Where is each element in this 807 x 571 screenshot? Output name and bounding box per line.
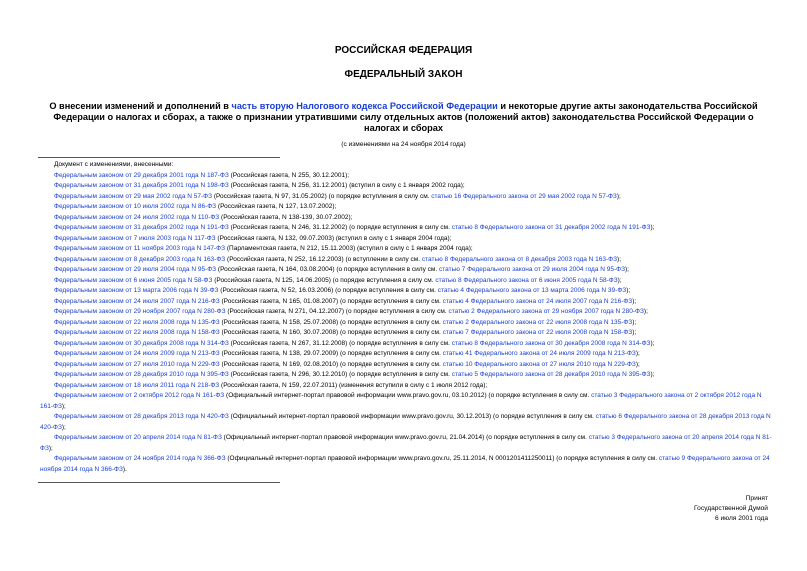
- amendment-law-link[interactable]: Федеральным законом от 24 ноября 2014 года N 366-ФЗ: [54, 455, 226, 462]
- revision-note: (с изменениями на 24 ноября 2014 года): [341, 141, 466, 148]
- heading-post: и некоторые другие акты законодательства Российской Федерации о налогах и сборах, а также о признании утратившими силу отдельных актов (положений актов) законодательства Российской Федерации о налогах и сборах: [53, 101, 758, 134]
- amendment-article-link[interactable]: статью 5 Федерального закона от 28 декабря 2010 года N 395-ФЗ: [451, 371, 651, 378]
- amendment-item: [40, 360, 772, 371]
- amendment-article-link[interactable]: статью 8 Федерального закона от 31 декабря 2002 года N 191-ФЗ: [451, 224, 651, 231]
- amendment-law-link[interactable]: Федеральным законом от 11 ноября 2003 года N 147-ФЗ: [54, 245, 226, 252]
- amendment-law-link[interactable]: Федеральным законом от 29 декабря 2001 года N 187-ФЗ: [54, 171, 229, 179]
- heading-pre: О внесении изменений и дополнений в: [49, 101, 232, 111]
- amendment-source: (Российская газета, N 165, 01.08.2007) (о порядке вступления в силу см.: [219, 297, 443, 305]
- amendment-law-link[interactable]: Федеральным законом от 18 июля 2011 года N 218-ФЗ: [54, 381, 220, 389]
- amendment-law-link[interactable]: Федеральным законом от 22 июля 2008 года N 158-ФЗ: [54, 329, 220, 336]
- amendment-article-link[interactable]: статью 2 Федерального закона от 29 ноября 2007 года N 280-ФЗ: [448, 308, 644, 315]
- amendment-source: (Официальный интернет-портал правовой информации www.pravo.gov.ru, 30.12.2013) (о порядке вступления в силу см.: [228, 413, 596, 420]
- amendment-item: [40, 192, 772, 203]
- amendment-tail: );: [650, 371, 655, 378]
- amendment-item: [40, 213, 772, 224]
- amendment-tail: );: [632, 318, 637, 326]
- accepted-date: 6 июля 2001 года: [714, 515, 768, 523]
- top-divider: [38, 157, 280, 158]
- amendment-tail: );: [617, 255, 622, 263]
- amendment-article-link[interactable]: статью 4 Федерального закона от 13 марта 2006 года N 39-ФЗ: [437, 287, 627, 294]
- amendment-item: [40, 223, 772, 234]
- amendment-law-link[interactable]: Федеральным законом от 29 июля 2004 года N 95-ФЗ: [54, 266, 217, 273]
- amendment-item: [40, 328, 772, 339]
- amendment-source: (Российская газета, N 246, 31.12.2002) (о порядке вступления в силу см.: [228, 224, 452, 231]
- amendment-source: (Российская газета, N 97, 31.05.2002) (о порядке вступления в силу см.: [212, 192, 432, 200]
- amendment-article-link[interactable]: статью 8 Федерального закона от 6 июня 2005 года N 58-ФЗ: [435, 276, 618, 284]
- amendment-tail: );: [61, 402, 66, 410]
- amendment-law-link[interactable]: Федеральным законом от 6 июня 2005 года N 58-ФЗ: [54, 276, 213, 284]
- amendment-item: [40, 181, 772, 192]
- amendment-article-link[interactable]: статью 9 Федерального закона от 24 ноября 2014 года N 366-ФЗ: [40, 455, 770, 473]
- amendment-tail: );: [626, 287, 631, 294]
- amendment-tail: );: [650, 224, 655, 231]
- amendment-law-link[interactable]: Федеральным законом от 31 декабря 2001 года N 198-ФЗ: [54, 182, 229, 189]
- amendment-source: (Парламентская газета, N 212, 15.11.2003) (вступил в силу с 1 января 2004 года);: [225, 245, 473, 252]
- amendment-article-link[interactable]: статью 3 Федерального закона от 20 апреля 2014 года N 81-ФЗ: [40, 434, 772, 452]
- amendment-source: (Российская газета, N 164, 03.08.2004) (о порядке вступления в силу см.: [216, 266, 439, 273]
- amendment-article-link[interactable]: статью 7 Федерального закона от 22 июля 2008 года N 158-ФЗ: [442, 329, 633, 336]
- amendment-source: (Российская газета, N 160, 30.07.2008) (о порядке вступления в силу см.: [219, 329, 443, 336]
- amendment-tail: );: [635, 350, 640, 357]
- amendment-article-link[interactable]: статью 8 Федерального закона от 8 декабря 2003 года N 163-ФЗ: [421, 255, 618, 263]
- amendment-law-link[interactable]: Федеральным законом от 2 октября 2012 года N 161-ФЗ: [54, 392, 225, 399]
- amendment-item: [40, 318, 772, 329]
- amendment-tail: );: [625, 266, 629, 273]
- amendment-item: [40, 265, 772, 276]
- amendment-source: (Российская газета, N 267, 31.12.2008) (о порядке вступления в силу см.: [228, 339, 452, 347]
- amendment-law-link[interactable]: Федеральным законом от 30 декабря 2008 года N 314-ФЗ: [54, 339, 229, 347]
- amendment-item: [40, 370, 772, 381]
- amendment-article-link[interactable]: статью 3 Федерального закона от 2 октября 2012 года N 161-ФЗ: [40, 392, 762, 410]
- amendment-law-link[interactable]: Федеральным законом от 24 июля 2007 года N 216-ФЗ: [54, 297, 220, 305]
- amendment-article-link[interactable]: статью 4 Федерального закона от 24 июля 2007 года N 216-ФЗ: [442, 297, 633, 305]
- amendment-item: [40, 276, 772, 287]
- amendment-article-link[interactable]: статью 6 Федерального закона от 28 декабря 2013 года N 420-ФЗ: [40, 413, 771, 431]
- amendments-intro: Документ с изменениями, внесенными:: [54, 161, 174, 168]
- amendment-source: (Российская газета, N 138-139, 30.07.2002);: [219, 213, 353, 221]
- amendment-source: (Российская газета, N 252, 16.12.2003) (о вступлении в силу см.: [225, 255, 422, 263]
- amendment-item: [40, 381, 772, 392]
- amendment-item: [40, 202, 772, 213]
- amendment-item: [40, 454, 772, 475]
- accepted-label: Принят: [745, 495, 768, 502]
- amendment-article-link[interactable]: статью 2 Федерального закона от 22 июля 2008 года N 135-ФЗ: [442, 318, 633, 326]
- accepted-by: Государственной Думой: [694, 505, 768, 513]
- amendment-tail: );: [643, 308, 648, 315]
- document-heading: [36, 101, 771, 135]
- amendment-source: (Российская газета, N 271, 04.12.2007) (о порядке вступления в силу см.: [225, 308, 449, 315]
- amendment-source: (Российская газета, N 138, 29.07.2009) (о порядке вступления в силу см.: [219, 350, 443, 357]
- amendment-item: [40, 391, 772, 412]
- amendment-law-link[interactable]: Федеральным законом от 22 июля 2008 года N 135-ФЗ: [54, 318, 220, 326]
- amendment-source: (Официальный интернет-портал правовой информации www.pravo.gov.ru, 03.10.2012) (о порядке вступления в силу см.: [224, 392, 592, 399]
- amendment-tail: );: [632, 297, 637, 305]
- tax-code-link[interactable]: часть вторую Налогового кодекса Российской Федерации: [231, 101, 498, 111]
- amendment-tail: );: [616, 192, 621, 200]
- document-country: РОССИЙСКАЯ ФЕДЕРАЦИЯ: [334, 45, 473, 56]
- amendment-law-link[interactable]: Федеральным законом от 24 июля 2002 года N 110-ФЗ: [54, 213, 220, 221]
- amendment-source: (Российская газета, N 132, 09.07.2003) (вступил в силу с 1 января 2004 года);: [215, 234, 452, 242]
- amendment-law-link[interactable]: Федеральным законом от 29 ноября 2007 года N 280-ФЗ: [54, 308, 226, 315]
- amendment-law-link[interactable]: Федеральным законом от 7 июля 2003 года N 117-ФЗ: [54, 234, 216, 242]
- amendment-source: (Российская газета, N 255, 30.12.2001);: [228, 171, 350, 179]
- bottom-divider: [38, 482, 280, 483]
- amendment-law-link[interactable]: Федеральным законом от 10 июля 2002 года N 86-ФЗ: [54, 203, 217, 210]
- amendment-law-link[interactable]: Федеральным законом от 28 декабря 2013 года N 420-ФЗ: [54, 413, 229, 420]
- amendment-law-link[interactable]: Федеральным законом от 8 декабря 2003 года N 163-ФЗ: [54, 255, 226, 263]
- amendment-tail: );: [617, 276, 622, 284]
- amendment-article-link[interactable]: статью 41 Федерального закона от 24 июля 2009 года N 213-ФЗ: [442, 350, 636, 357]
- amendment-tail: );: [635, 360, 640, 368]
- amendment-law-link[interactable]: Федеральным законом от 20 апреля 2014 года N 81-ФЗ: [54, 434, 222, 441]
- amendment-source: (Российская газета, N 256, 31.12.2001) (вступил в силу с 1 января 2002 года);: [228, 182, 465, 189]
- amendment-source: (Российская газета, N 296, 30.12.2010) (о порядке вступления в силу см.: [228, 371, 452, 378]
- amendment-source: (Российская газета, N 52, 16.03.2006) (о порядке вступления в силу см.: [218, 287, 438, 294]
- amendment-article-link[interactable]: статью 8 Федерального закона от 30 декабря 2008 года N 314-ФЗ: [451, 339, 651, 347]
- amendment-source: (Официальный интернет-портал правовой информации www.pravo.gov.ru, 25.11.2014, N 0001201411250011) (о порядке вступления в силу см.: [225, 455, 659, 462]
- amendment-law-link[interactable]: Федеральным законом от 28 декабря 2010 года N 395-ФЗ: [54, 371, 229, 378]
- amendment-item: [40, 307, 772, 318]
- amendment-source: (Официальный интернет-портал правовой информации www.pravo.gov.ru, 21.04.2014) (о порядке вступления в силу см.: [221, 434, 589, 441]
- amendment-item: [40, 255, 772, 266]
- amendment-item: [40, 286, 772, 297]
- amendment-item: [40, 171, 772, 182]
- amendment-item: [40, 349, 772, 360]
- amendment-source: (Российская газета, N 125, 14.06.2005) (о порядке вступления в силу см.: [212, 276, 436, 284]
- amendment-item: [40, 244, 772, 255]
- amendment-article-link[interactable]: статью 7 Федерального закона от 29 июля 2004 года N 95-ФЗ: [438, 266, 626, 273]
- amendment-source: (Российская газета, N 127, 13.07.2002);: [216, 203, 337, 210]
- amendment-tail: );: [61, 423, 66, 431]
- amendment-law-link[interactable]: Федеральным законом от 27 июля 2010 года N 229-ФЗ: [54, 360, 220, 368]
- amendment-tail: );: [48, 444, 53, 452]
- amendment-item: [40, 412, 772, 433]
- amendment-law-link[interactable]: Федеральным законом от 13 марта 2006 года N 39-ФЗ: [54, 287, 219, 294]
- amendment-law-link[interactable]: Федеральным законом от 24 июля 2009 года N 213-ФЗ: [54, 350, 220, 357]
- amendment-article-link[interactable]: статью 16 Федерального закона от 29 мая 2002 года N 57-ФЗ: [431, 192, 617, 200]
- amendment-article-link[interactable]: статью 10 Федерального закона от 27 июля 2010 года N 229-ФЗ: [442, 360, 636, 368]
- acceptance-block: [694, 494, 768, 525]
- amendment-tail: );: [650, 339, 655, 347]
- amendment-source: (Российская газета, N 169, 02.08.2010) (о порядке вступления в силу см.: [219, 360, 443, 368]
- amendment-law-link[interactable]: Федеральным законом от 31 декабря 2002 года N 191-ФЗ: [54, 224, 229, 231]
- amendment-law-link[interactable]: Федеральным законом от 29 мая 2002 года N 57-ФЗ: [54, 192, 213, 200]
- amendment-item: [40, 433, 772, 454]
- amendment-tail: );: [632, 329, 637, 336]
- amendments-list: [40, 160, 772, 475]
- amendment-source: (Российская газета, N 159, 22.07.2011) (изменения вступили в силу с 1 июля 2012 года);: [219, 381, 488, 389]
- amendment-item: [40, 234, 772, 245]
- amendment-source: (Российская газета, N 158, 25.07.2008) (о порядке вступления в силу см.: [219, 318, 443, 326]
- amendment-item: [40, 297, 772, 308]
- amendment-tail: ).: [122, 465, 127, 473]
- amendment-item: [40, 339, 772, 350]
- document-type: ФЕДЕРАЛЬНЫЙ ЗАКОН: [344, 69, 463, 80]
